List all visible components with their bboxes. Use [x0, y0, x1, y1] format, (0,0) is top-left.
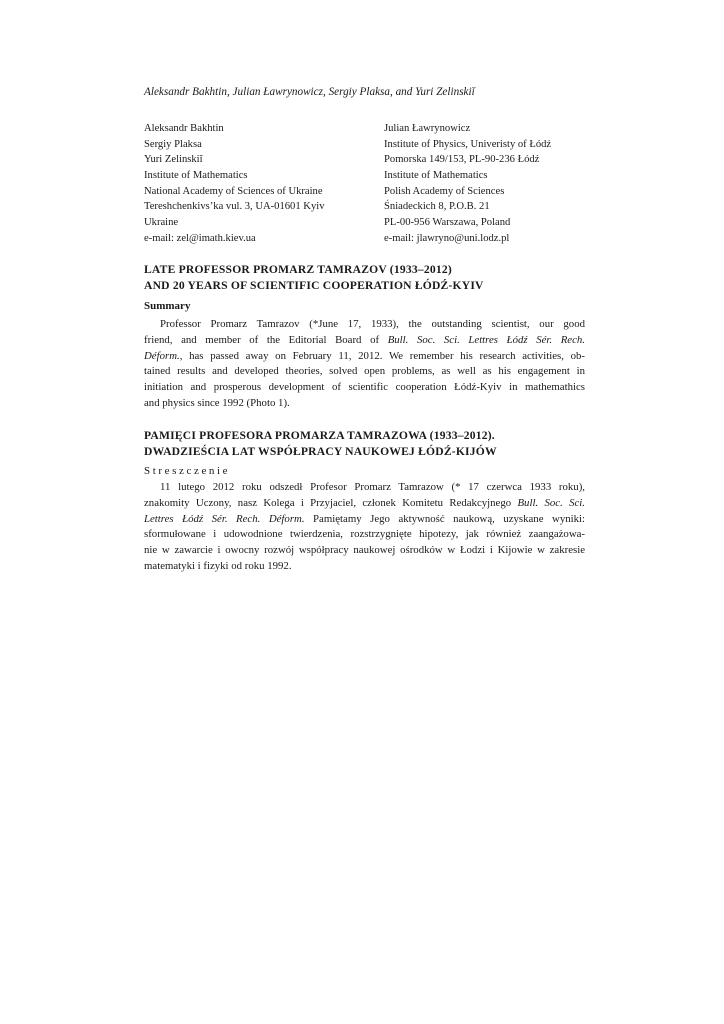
text-line	[144, 364, 585, 380]
text-run: matematyki i fizyki od roku 1992.	[144, 559, 292, 572]
text-line	[144, 559, 585, 575]
text-run: nie w zawarcie i owocny rozwój współpracy naukowej ośrodków w Łodzi i Kijowie w zakresie	[144, 544, 585, 557]
address-block-right	[384, 121, 551, 247]
journal-name: Déform.	[144, 349, 180, 362]
running-head: Aleksandr Bakhtin, Julian Ławrynowicz, Sergiy Plaksa, and Yuri Zelinskiĭ	[144, 86, 475, 98]
address-block-left	[144, 121, 325, 247]
address-line: National Academy of Sciences of Ukraine	[144, 185, 323, 197]
text-line	[144, 317, 585, 333]
text-run: and physics since 1992 (Photo 1).	[144, 396, 290, 409]
address-line: Sergiy Plaksa	[144, 138, 202, 150]
address-line: Institute of Mathematics	[384, 170, 488, 182]
address-line: Tereshchenkivs’ka vul. 3, UA-01601 Kyiv	[144, 201, 325, 213]
polish-summary	[144, 480, 585, 575]
summary-heading: Summary	[144, 300, 191, 312]
journal-name: Bull. Soc. Sci.	[517, 496, 585, 509]
address-line: Aleksandr Bakhtin	[144, 123, 224, 134]
text-run: Pamiętamy Jego aktywność naukową, uzyskane wyniki:	[304, 512, 586, 525]
text-run: friend, and member of the Editorial Board of	[144, 333, 388, 346]
text-run: sformułowane i udowodnione twierdzenia, rozstrzygnięte hipotezy, jak również zaangażowa-	[144, 528, 585, 541]
address-line: Ukraine	[144, 217, 179, 229]
title-line: PAMIĘCI PROFESORA PROMARZA TAMRAZOWA (1933–2012).	[144, 429, 495, 442]
text-run: initiation and prosperous development of scientific cooperation Łódź-Kyiv in mathemathics	[144, 381, 585, 394]
text-line	[144, 512, 585, 528]
address-line: Yuri Zelinskiĭ	[144, 154, 203, 166]
title-line: AND 20 YEARS OF SCIENTIFIC COOPERATION ŁÓDŹ-KYIV	[144, 279, 484, 292]
text-line	[144, 527, 585, 543]
email-text: e-mail: jlawryno@uni.lodz.pl	[384, 232, 510, 244]
address-line: Julian Ławrynowicz	[384, 123, 471, 134]
title-line: DWADZIEŚCIA LAT WSPÓŁPRACY NAUKOWEJ ŁÓDŹ-KIJÓW	[144, 445, 497, 458]
text-line	[144, 396, 585, 412]
journal-name: Bull. Soc. Sci. Lettres Łódź Sér. Rech.	[387, 333, 585, 346]
address-line: PL-00-956 Warszawa, Poland	[384, 217, 511, 229]
title-line: LATE PROFESSOR PROMARZ TAMRAZOV (1933–2012)	[144, 263, 452, 276]
polish-title	[144, 428, 497, 460]
text-run: tained results and developed theories, solved open problems, as well as his engagement in	[144, 365, 585, 378]
english-summary	[144, 317, 585, 412]
text-run: znakomity Uczony, nasz Kolega i Przyjaciel, członek Komitetu Redakcyjnego	[144, 496, 518, 509]
text-line	[144, 380, 585, 396]
text-line	[144, 480, 585, 496]
text-line	[144, 333, 585, 349]
text-line	[144, 496, 585, 512]
address-line: Polish Academy of Sciences	[384, 185, 505, 197]
email-text: e-mail: zel@imath.kiev.ua	[144, 232, 256, 244]
text-line	[144, 349, 585, 365]
journal-name: Lettres Łódź Sér. Rech. Déform.	[144, 512, 305, 525]
address-line: Institute of Mathematics	[144, 170, 248, 182]
english-title	[144, 262, 484, 294]
address-line: Śniadeckich 8, P.O.B. 21	[384, 201, 490, 213]
text-run: 11 lutego 2012 roku odszedł Profesor Promarz Tamrazow (* 17 czerwca 1933 roku),	[160, 481, 585, 493]
text-line	[144, 543, 585, 559]
text-run: Professor Promarz Tamrazov (*June 17, 1933), the outstanding scientist, our good	[160, 318, 585, 330]
streszczenie-heading: Streszczenie	[144, 465, 231, 477]
text-run: , has passed away on February 11, 2012. We remember his research activities, ob-	[179, 349, 585, 362]
address-line: Institute of Physics, Univeristy of Łódź	[384, 138, 552, 150]
address-line: Pomorska 149/153, PL-90-236 Łódź	[384, 154, 540, 166]
